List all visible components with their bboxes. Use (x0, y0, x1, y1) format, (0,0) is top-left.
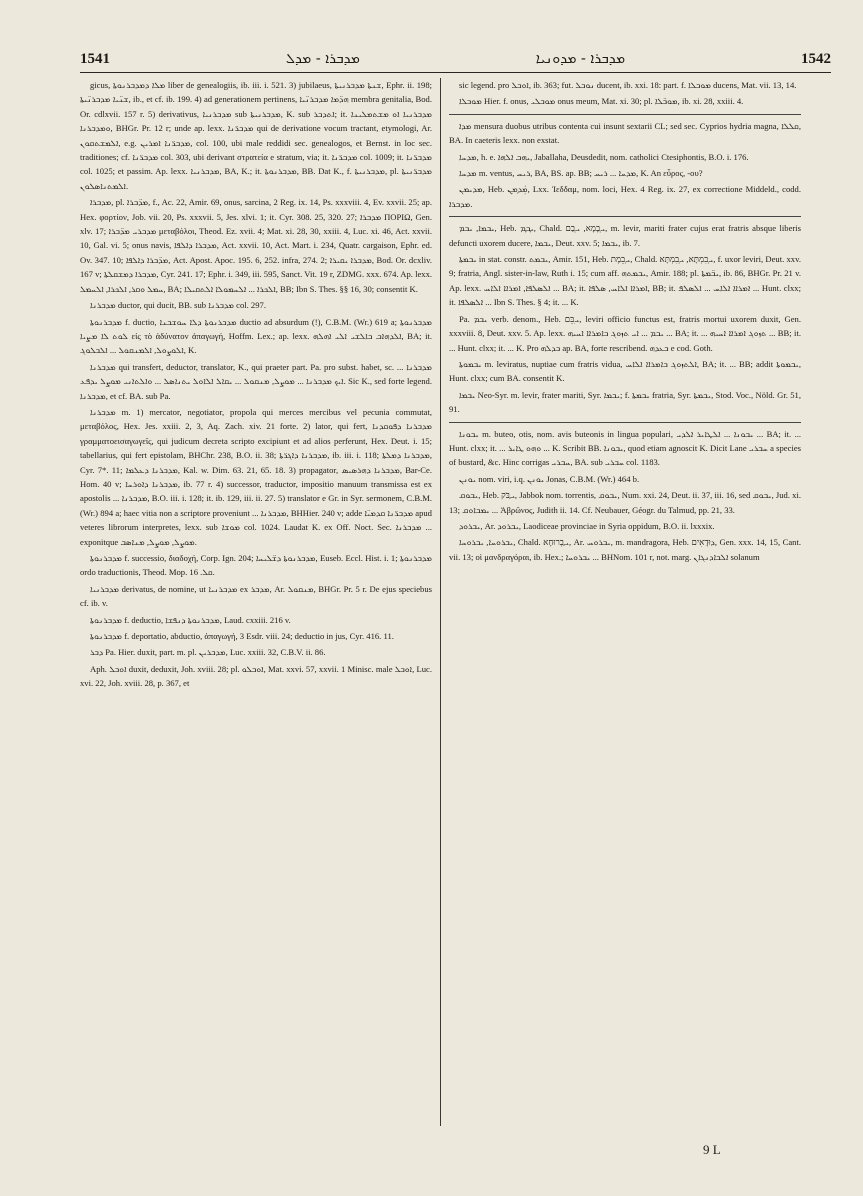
entry: Pa. ܝܒܡ verb. denom., Heb. ܝִבֵּם, leviri officio functus est, fratris mortui uxorem duxit, Gen. xxxviii. 8, Deut. xxv. 5. Ap. lexx. ܝܒܡ ... ܐܝ ܬܙܘܓ ܒܐܡܪܐܐ ܐܚܝܗ ... BA; it. ... ܬܙܘܓ ܐܡܪܐܐ ܐܚܝܗ ... BB; it. ... Hunt. clxx; it. ... K. Pro ܒܕܠܗ ap. BA, forte rescribend. ܒܥܕܗ e cod. Goth. (449, 313, 801, 353)
entry: ܡܕܒܪܢܝܐ derivatus, de nomine, ut ܡܕܒܪܢܝܐ ex ܡܕܒܪ, Ar. ܡܢܩܘܠ, BHGr. Pr. 5 r. De ejus speciebus cf. ib. v. (80, 583, 432, 609)
entry: ܡܕܝܡܢ, Heb. ܡܲܕְܡֵܢ, Lxx. Ἰεδδαμ, nom. loci, Hex. 4 Reg. ix. 27, ex correctione Middeld., codd. ܡܕܒܪܐ. (449, 184, 801, 209)
entry: ܝܒܪܘܕ, Ar. ܝܒܪܘܕ, Laodiceae provinciae in Syria oppidum, B.O. ii. lxxxix. (459, 520, 715, 531)
entry: ܡܕܒܪܢܘܬܐ f. successio, διαδοχή, Corp. Ign. 204; ܡܕܒܪܢܘܬܐ ܕܫ̈ܠܝܚܐ, Euseb. Eccl. Hist. i. 1; ܡܕܒܪܢܘܬܐ ordo traductionis, Theod. Mop. ܩܠ. 16. (80, 553, 432, 578)
entry: ܡܘܒܠܐ Hier. f. onus, ܡܘܒܠܝ onus meum, Mat. xi. 30; pl. ܡܘܒ̈ܠܐ, ib. xi. 28, xxiii. 4. (459, 96, 744, 107)
signature-mark: 9 L (703, 1142, 721, 1157)
right-page-number: 1542 (800, 50, 831, 67)
entry: Aph. ܐܘܒܠ duxit, deduxit, Joh. xviii. 28; pl. ܐܘܒܠܘ, Mat. xxvi. 57, xxvii. 1 Minisc. male ܐܘܒܠ, Luc. xvi. 22, Joh. xviii. 28, p. 367, et (80, 663, 432, 689)
entry: ܡܕܒܪܐ, pl. ܡܕ̈ܒܪܐ, f., Ac. 22, Amir. 69, onus, sarcina, 2 Reg. ix. 14, Ps. xxxviii. 4, Ev. xxvii. 25; ap. Hex. φορτίον, Job. vii. 20, Ps. xxxvii. 5, Jes. xlvi. 1; it. Cyr. 308. 25, 320. 27; ܡܕܒܪܐ ΠΟΡΙΩ, Gen. xlv. 17; ܡܕܒܪܝ ܡܕ̈ܒܪܐ μεταβόλοι, Theod. Ez. xvii. 4; Mat. xi. 28, 30, xxiii. 4, Luc. xi. 46, Act. xxvii. 10, Gal. vi. 5; onus navis, ܡܕܒܪܐ ܕܐܠܦܐ, Act. xxvii. 10, Act. Mart. i. 234, Quatr. cargaison, Ephr. ed. Ov. 347. 10; ܡܕ̈ܒܪܐ ܕܐܠܦܐ, Act. Apost. Apoc. 195. 6, 252. infra, 274. 2; ܡܕܒܪܐ ܝܩܝܪܐ, Bod. Or. dcxliv. 167 v; ܡܕܒܪܐ ܕܡܫܩܠܬܐ, Cyr. 241. 17; Ephr. i. 349, iii. 595, Sanct. Vit. 19 r, ZDMG. xxx. 674. Ap. lexx. ܚܡܠ ܘܩܪ, ܐܠܟܪܐ, ܐܠܚܡܠ, BA; ܐܠܟܪܐ ... ܐܠܚܡܘܠܐ ܐܠܬܩܝܠܐ, BB; Ibn S. Thes. §§ 16, 30; consentit K. (80, 197, 432, 294)
entry: ܝܒܡܐ, ܝܒܡ, Heb. ܝָܒָܡ, Chald. ܝְבָמָא, ܝְבַם, m. levir, mariti frater cujus erat fratris absque liberis defuncti uxorem ducere, ܝܒܡܐ, Deut. xxv. 5; ܝܒܡܐ, ib. 7. (449, 216, 801, 250)
entry: ܡܕܒܪܢܘܬܐ f. ductio, ܡܕܒܪܢܘܬܐ ܕܠܐ ܚܘܫܒܢܐ ductio ad absurdum (!), C.B.M. (Wr.) 619 a; ܡܕܒܪܢܘܬܐ ܠܘܬ ܠܐ ܡܨܝܐ εἰς τὸ ἀδύνατον ἀπαγωγή, Hoffm. Lex.; ap. lexx. ܐܠܕܗܐܒ ܒܐܠܫܝ ܐܠܝ ܐܗܠܗ, BA; it. ܐܠܘܨܘܠ, ܐܠܡܢܩܘܠ ... ܐܠܒܠܘܓ, K. (80, 316, 432, 356)
right-running-head: ܡܕܒܪܐ - ܡܕܘܢܝܐ (535, 51, 626, 67)
left-page-number: 1541 (80, 50, 110, 67)
entry: gicus, ܡܠܐ ܕܡܕܒܪܢܘܬܐ liber de genealogiis, ib. iii. i. 521. 3) jubilaeus, ܫܢܬܐ ܡܕܒܪܢܝܬܐ, Ephr. ii. 198; ܫܢ̈ܝܐ ܡܕܒܪܢ̈ܝܬܐ, ib., et cf. ib. 199. 4) ad generationem pertinens, ܗܕ̈ܡܐ ܡܕܒܪܢ̈ܝܐ membra genitalia, Bod. Or. cdlxvii. 157 r. 5) derivativus, ܡܕܒܪܢܝܐ sub ܡܕܒܪܢܝܬܐ, K. sub ܐܬܕܒܪ; it. ܡܕܒܪܢܝܐ ܐܘ ܡܫܬܡܠܝܢܐ ܘܡܕܒܪܢܐ, BHGr. Pr. 12 r; unde ap. lexx. ܡܕܒܪ̈ܢܐ qui de derivatione vocum tractant, etymologi, Ar. ܐܠܡܫܬܩܘܢ, e.g. ܡܕܒܪ̈ܢܐ ܐܡܪܝܢ, col. 100, ubi male reddidi sec. genealogos, et Bernst. in loc sec. traditiones; cf. ܡܕܒܪ̈ܢܐ col. 303, ubi derivant στρατεία e stratum, via; it. ܡܕܒܪ̈ܢܐ col. 1009; it. ܡܕܒܪ̈ܢܐ col. 1025; et passim. Ap. lexx. ܡܕܒܪܢܝܐ, BA, K.; it. ܡܕܒܪܢܘܬܐ, BB. Dat K., f. ܡܕܒܪܢܝܬܐ, pl. ܡܕܒܪ̈ܢܝܬܐ ܐܠܡܬܢܐܣܠܘܢ. (80, 80, 432, 191)
entry: ܝܒܡܘܬܐ m. leviratus, nuptiae cum fratris vidua, ܐܠܬܙܘܓ ܒܐܡܪܐܐ ܐܠܐܚ, BA; it. ... BB; addit ܝܒܡܘܬܐ, Hunt. clxx; cum BA. consentit K. (449, 358, 801, 384)
running-header (80, 46, 831, 73)
entry: ܡܕܒܪܢܐ m. 1) mercator, negotiator, propola qui merces mercibus vel pecunia commutat, μεταβόλος, Hex. Jes. xxiii. 2, 3, Aq. Zach. xiv. 21 forte. 2) lator, qui fert, ܡܕܒܪܢܐ ܕܦܘܩܕܢܐ γραμματοεισαγωγεῖς, qui judicum decreta scripto excipiunt et ad alios perferunt, Hex. Deut. i. 15; tabellarius, qui fert epistolam, BHChr. 238, B.O. ii. 38; ܡܕܒܪܢܐ ܕܐܓܪ̈ܬܐ, ib. iii. i. 118; ܡܕܒܪܢܐ ܕܡܠܬܐ, Cyr. 7*. 11; ܡܕܒܪܢܐ ܕܥܠܡܐ, Kal. w. Dim. 63. 21, 65. 18. 3) propagator, ܡܕܒܪܢܐ ܕܗܪܣܝܣ, Bar-Ce. Hom. 40 v; ܡܕܒܪܢܐ ܕܐܘܪܚܐ, ib. 77 r. 4) successor, traductor, impositio manuum transmissa est ex apostolis ... ܡܕܒܪܢܐ, B.O. iii. i. 128; it. ib. 129, iii. ii. 27. 5) translator e Gr. in Syr. sermonem, C.B.M. (Wr.) 894 a; haec vitia non a scriptore proveniunt ... ܡܕܒܪܢܐ, BHHier. 240 v; adde ܡܕܒܪ̈ܢܐ ܩܕܡܝ̈ܐ apud veteres librorum interpretes, lexx. sub ܡܘܫܐ col. 1024. Laudat K. ex Off. Noct. Sec. ܡܕܒܪܢܐ ... exponitque ܡܘܨܠ, ܡܘܨܠ, ܡܢܐܣܒ. (80, 406, 432, 547)
entry: ܡܕܚܐ m. ventus, ܪܝܚ, BA, BS. ap. BB; ܡܕܚܐ ... ܪܝܚ, K. An εὖρος, -ου? (459, 168, 703, 179)
entry: ܝܒܡܐ Neo-Syr. m. levir, frater mariti, Syr. ܝܒܡܐ; f. ܝܒܡܬܐ fratria, Syr. ܝܒܡܬܐ, Stod. Voc., Nöld. Gr. 51, 91. (449, 389, 801, 415)
entry: ܡܕܒܪܢܐ qui transfert, deductor, translator, K., qui praeter part. Pa. pro subst. habet, sc. ܡܕܒܪܢܐ ... ܐܝܟ ܡܕܒܪܢܐ ... ܡܘܨܠ, ܡܢܩܘܠ ... ܝܩܐܠ ܐܠܐܘܠ ܝܬܢܐܣܠ ... ܘܐܠܬܐܢܝ ܡܘܨܠ ܝܕܦܥ. Sic K., sed forte legend. ܡܕܒܪܢܐ, et cf. BA. sub Pa. (80, 361, 432, 401)
entry: ܝܘܢܢ nom. viri, i.q. ܝܘܢܢ Jonas, C.B.M. (Wr.) 464 b. (459, 473, 640, 484)
entry: ܡܕܒܪܢܐ ductor, qui ducit, BB. sub ܡܕܒܪܢܐ col. 297. (90, 300, 266, 311)
entry: sic legend. pro ܐܘܒܠ, ib. 363; fut. ܢܘܒܠ ducent, ib. xxi. 18: part. f. ܡܘܒܠܐ ducens, Mat. vii. 13, 14. (459, 80, 797, 90)
right-column (449, 78, 801, 1128)
left-column (80, 78, 432, 1128)
left-running-head: ܡܕܒܪܐ - ܡܕܠ (285, 51, 360, 67)
entry: ܝܒܘܢܐ m. buteo, otis, nom. avis buteonis in lingua populari, ܝܒܘܢܐ ... ܐܠܛܐܝܪ ܐܠܕܝ ... BA; it. ... Hunt. clxx; it. ... ܘܗܘ ܛܐܝܪ ... K. Scribit BB. ܝܒܘܢܐ, quod etiam agnoscit K. Dicit Lane ܚܒܪܝ a species of bustard, &c. Hinc corrigas ܚܒܪܝ, BA. sub ܚܒܪܝ col. 1183. (449, 422, 801, 470)
entry: ܡܕܚܐ, h. e. ܝܗܒ ܐܠܗܐ, Jaballaha, Deusdedit, nom. catholici Ctesiphontis, B.O. i. 176. (459, 151, 749, 162)
entry: ܕܒܪ Pa. Hier. duxit, part. m. pl. ܡܕܒܪܝܢ, Luc. xxiii. 32, C.B.V. ii. 86. (90, 647, 326, 658)
entry: ܡܕܒܪܢܘܬܐ f. deportatio, abductio, ἀπαγωγή, 3 Esdr. viii. 24; deductio in jus, Cyr. 416. 11. (90, 631, 394, 642)
entry: ܝܒܡܬܐ in stat. constr. ܝܒܡܬ, Amir. 151, Heb. ܝְבֵמֶת, Chald. ܝְבִמְתָּא, ܝְבִמְתָּא, f. uxor leviri, Deut. xxv. 9; fratria, Angl. sister-in-law, Ruth i. 15; cum aff. ܝܒܡܬܗ, Amir. 188; pl. ܝܒ̈ܡܬܐ, ib. 86, BHGr. Pr. 21 v. Ap. lexx. ܐܠܣܠܦܐ, ܐܡܪܐܐ ܐܠܐܚ ... BA; it. ܐܡܪܐܐ ܐܠܐܚ, ܣܠܦܐ, BB; it. ܐܡܪܐܐ ܐܠܐܚ ... ܐܠܣܠܦ ... Hunt. clxx; it. ܐܠܣܠܦܐ ... Ibn S. Thes. § 4; it. ... K. (449, 254, 801, 308)
entry: ܡܕܐ mensura duobus utribus contenta cui insunt sextarii CL; sed sec. Cyprios hydria magna, ܩܠܠܐ, BA. In caeteris lexx. non exstat. (449, 114, 801, 148)
entry: ܡܕܒܪܢܘܬܐ f. deductio, ܡܕܒܪܢܘܬܐ ܕܢܦܫܐ, Laud. cxxiii. 216 v. (90, 614, 291, 625)
column-divider (440, 78, 441, 1126)
entry: ܝܒܪܘܚܐ, ܝܒܪܘܚܐ, Chald. ܝַבְרוּחָא, Ar. ܝܒܪܘܚ, m. mandragora, Heb. ܕּוּדָאִים, Gen. xxx. 14, 15, Cant. vii. 13; οἱ μανδραγόραι, ib. Hex.; ܝܒܪܘܚܐ ... BHNom. 101 r, not. marg. ܐܠܒܐܕܢܓܐܢ solanum (449, 537, 801, 562)
entry: ܝܒܘܩ, Heb. ܝַבֹּק, Jabbok nom. torrentis, ܝܒܘܩ, Num. xxi. 24, Deut. ii. 37, iii. 16, sed ܝܒܘܩ, Jud. xi. 13; ܝܡܒܐܘܩ ... Ἀβρῶνος, Judith ii. 14. Cf. Neubauer, Géogr. du Talmud, pp. 21, 33. (449, 490, 801, 515)
